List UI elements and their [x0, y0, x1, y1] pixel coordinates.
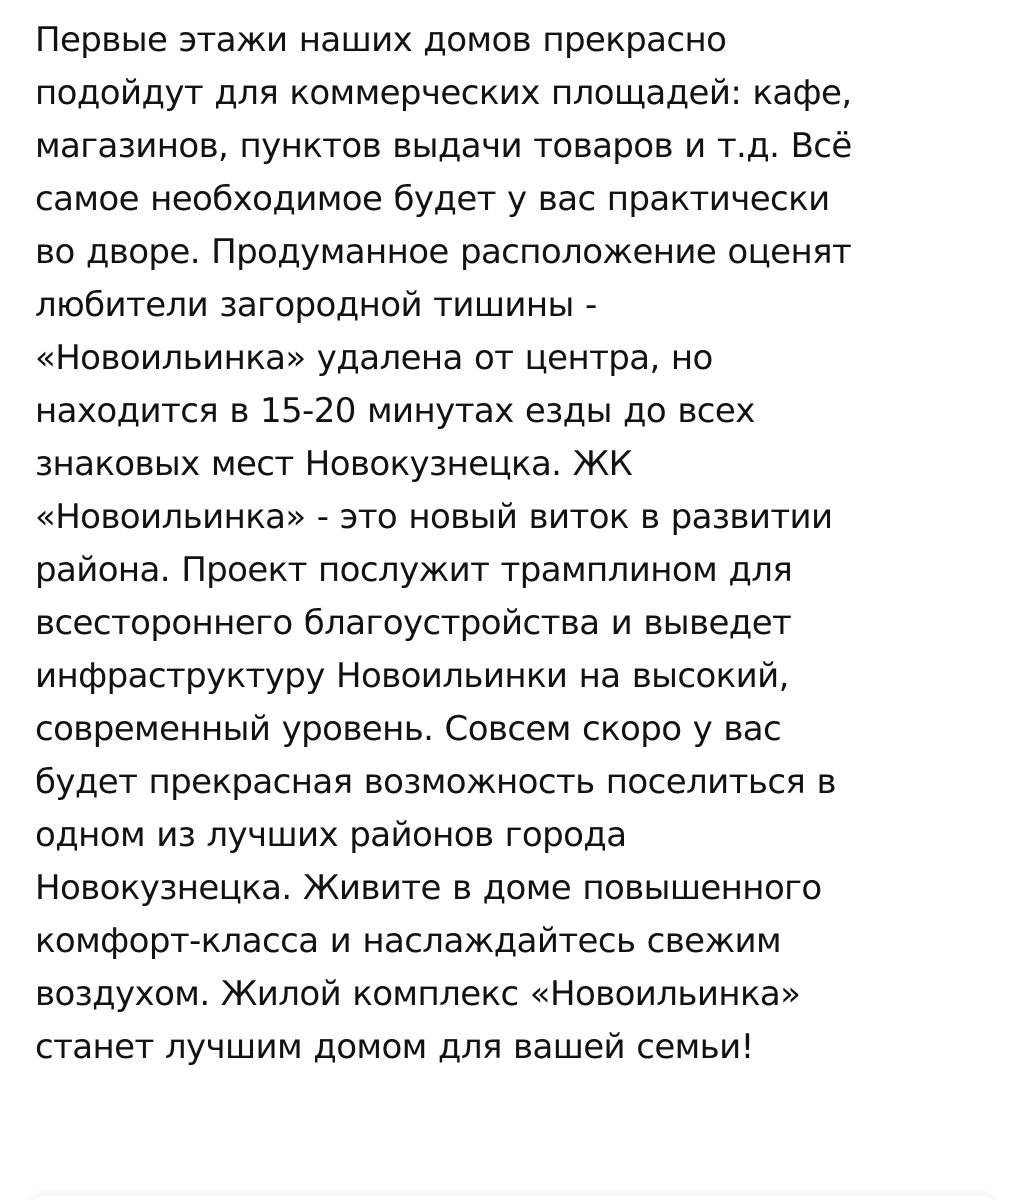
- article-line: воздухом. Жилой комплекс «Новоильинка»: [35, 974, 801, 1014]
- article-line: комфорт-класса и наслаждайтесь свежим: [35, 921, 782, 961]
- article-line: подойдут для коммерческих площадей: кафе,: [35, 73, 852, 113]
- article-line: находится в 15-20 минутах езды до всех: [35, 391, 755, 431]
- article-line: «Новоильинка» удалена от центра, но: [35, 338, 713, 378]
- article-line: инфраструктуру Новоильинки на высокий,: [35, 656, 789, 696]
- article-line: станет лучшим домом для вашей семьи!: [35, 1027, 754, 1067]
- article-line: одном из лучших районов города: [35, 815, 627, 855]
- article-line: Первые этажи наших домов прекрасно: [35, 20, 727, 60]
- article-line: знаковых мест Новокузнецка. ЖК: [35, 444, 633, 484]
- article-text: [35, 14, 997, 1074]
- article-line: любители загородной тишины -: [35, 285, 597, 325]
- article-line: района. Проект послужит трамплином для: [35, 550, 793, 590]
- article-line: самое необходимое будет у вас практически: [35, 179, 830, 219]
- article-line: Новокузнецка. Живите в доме повышенного: [35, 868, 822, 908]
- article-line: будет прекрасная возможность поселиться в: [35, 762, 836, 802]
- article-line: современный уровень. Совсем скоро у вас: [35, 709, 782, 749]
- article-line: во дворе. Продуманное расположение оценят: [35, 232, 852, 272]
- article-line: магазинов, пунктов выдачи товаров и т.д. Всё: [35, 126, 852, 166]
- article-line: всестороннего благоустройства и выведет: [35, 603, 792, 643]
- article-line: «Новоильинка» - это новый виток в развитии: [35, 497, 833, 537]
- next-card-edge: [28, 1196, 999, 1200]
